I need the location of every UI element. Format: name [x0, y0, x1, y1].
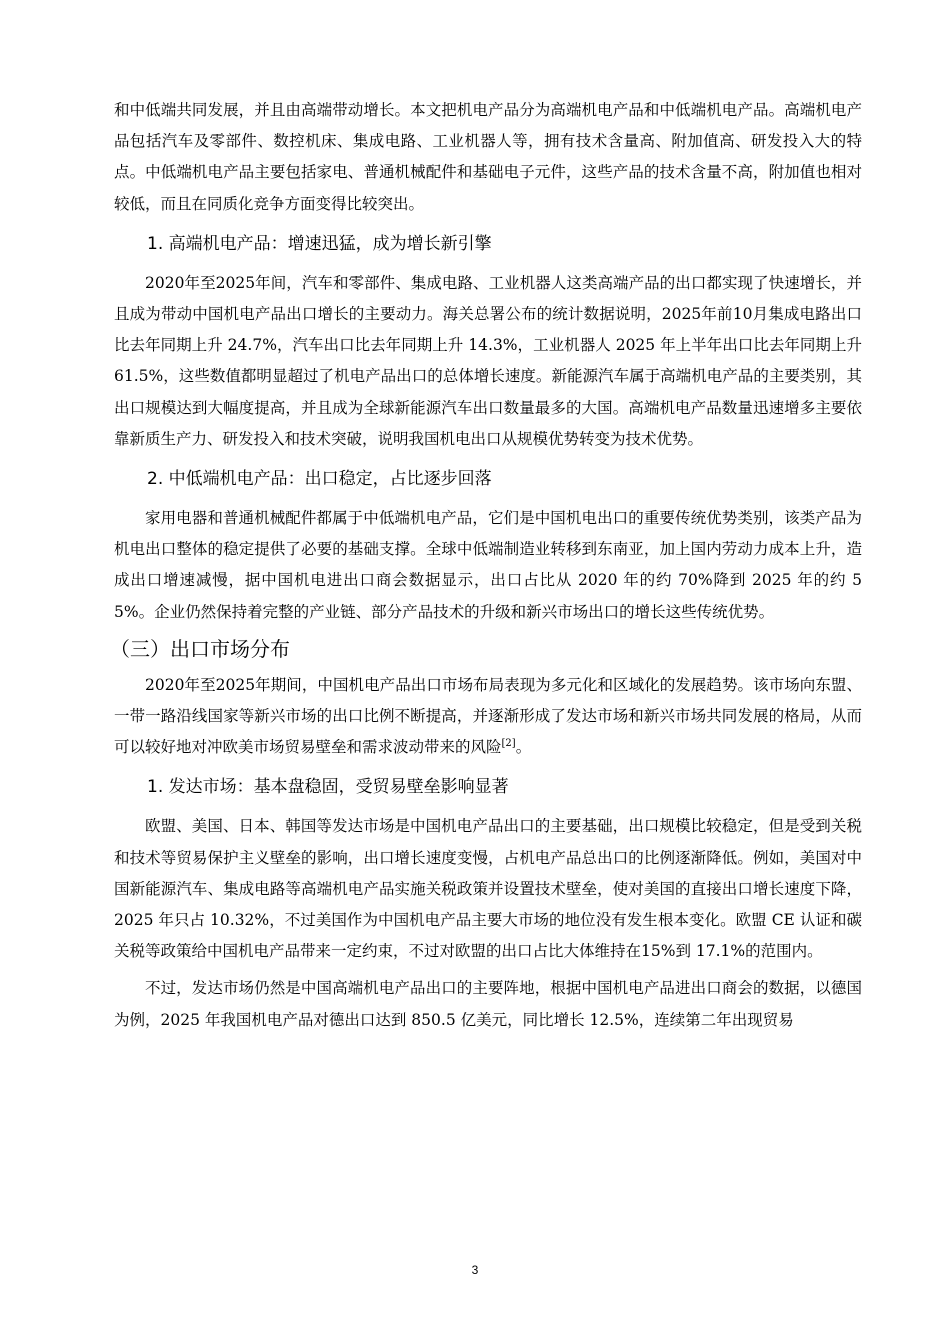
paragraph-intro-continued: 和中低端共同发展，并且由高端带动增长。本文把机电产品分为高端机电产品和中低端机电产品。高端机电产品包括汽车及零部件、数控机床、集成电路、工业机器人等，拥有技术含量高、附加值高、研发投入大的特点。中低端机电产品主要包括家电、普通机械配件和基础电子元件，这些产品的技术含量不高，附加值也相对较低，而且在同质化竞争方面变得比较突出。 [114, 101, 862, 213]
paragraph-export-markets-text: 2020年至2025年期间，中国机电产品出口市场布局表现为多元化和区域化的发展趋势。该市场向东盟、一带一路沿线国家等新兴市场的出口比例不断提高，并逐渐形成了发达市场和新兴市场共同发展的格局，从而可以较好地对冲欧美市场贸易壁垒和需求波动带来的风险 [114, 675, 862, 757]
page-body [110, 95, 862, 1036]
page-number: 3 [471, 1263, 479, 1277]
paragraph-developed-markets: 欧盟、美国、日本、韩国等发达市场是中国机电产品出口的主要基础，出口规模比较稳定，但是受到关税和技术等贸易保护主义壁垒的影响，出口增长速度变慢，占机电产品总出口的比例逐渐降低。例如，美国对中国新能源汽车、集成电路等高端机电产品实施关税政策并设置技术壁垒，使对美国的直接出口增长速度下降，2025 年只占 10.32%，不过美国作为中国机电产品主要大市场的地位没有发生根本变化。欧盟 CE 认证和碳关税等政策给中国机电产品带来一定约束，不过对欧盟的出口占比大体维持在15%到 17.1%的范围内。 [114, 817, 862, 961]
citation-reference[interactable]: [2] [501, 738, 516, 750]
paragraph-developed-markets-continued: 不过，发达市场仍然是中国高端机电产品出口的主要阵地，根据中国机电产品进出口商会的数据，以德国为例，2025 年我国机电产品对德出口达到 850.5 亿美元，同比增长 12.5%，连续第二年出现贸易 [114, 979, 862, 1029]
subheading-mid-low-end-products: 2. 中低端机电产品：出口稳定，占比逐步回落 [147, 469, 492, 490]
subheading-developed-markets: 1. 发达市场：基本盘稳固，受贸易壁垒影响显著 [147, 777, 509, 798]
paragraph-high-end-products: 2020年至2025年间，汽车和零部件、集成电路、工业机器人这类高端产品的出口都实现了快速增长，并且成为带动中国机电产品出口增长的主要动力。海关总署公布的统计数据说明，2025年前10月集成电路出口比去年同期上升 24.7%，汽车出口比去年同期上升 14.3%，工业机器人 2025 年上半年出口比去年同期上升 61.5%，这些数值都明显超过了机电产品出口的总体增长速度。新能源汽车属于高端机电产品的主要类别，其出口规模达到大幅度提高，并且成为全球新能源汽车出口数量最多的大国。高端机电产品数量迅速增多主要依靠新质生产力、研发投入和技术突破，说明我国机电出口从规模优势转变为技术优势。 [114, 273, 862, 448]
paragraph-mid-low-end-products: 家用电器和普通机械配件都属于中低端机电产品，它们是中国机电出口的重要传统优势类别，该类产品为机电出口整体的稳定提供了必要的基础支撑。全球中低端制造业转移到东南亚，加上国内劳动力成本上升，造成出口增速减慢，据中国机电进出口商会数据显示，出口占比从 2020 年的约 70%降到 2025 年的约 55%。企业仍然保持着完整的产业链、部分产品技术的升级和新兴市场出口的增长这些传统优势。 [114, 509, 862, 621]
subheading-high-end-products: 1. 高端机电产品：增速迅猛，成为增长新引擎 [147, 233, 492, 254]
section-heading-export-markets: （三）出口市场分布 [110, 636, 290, 661]
paragraph-export-markets-end: 。 [515, 738, 532, 757]
paragraph-export-markets [114, 670, 862, 764]
